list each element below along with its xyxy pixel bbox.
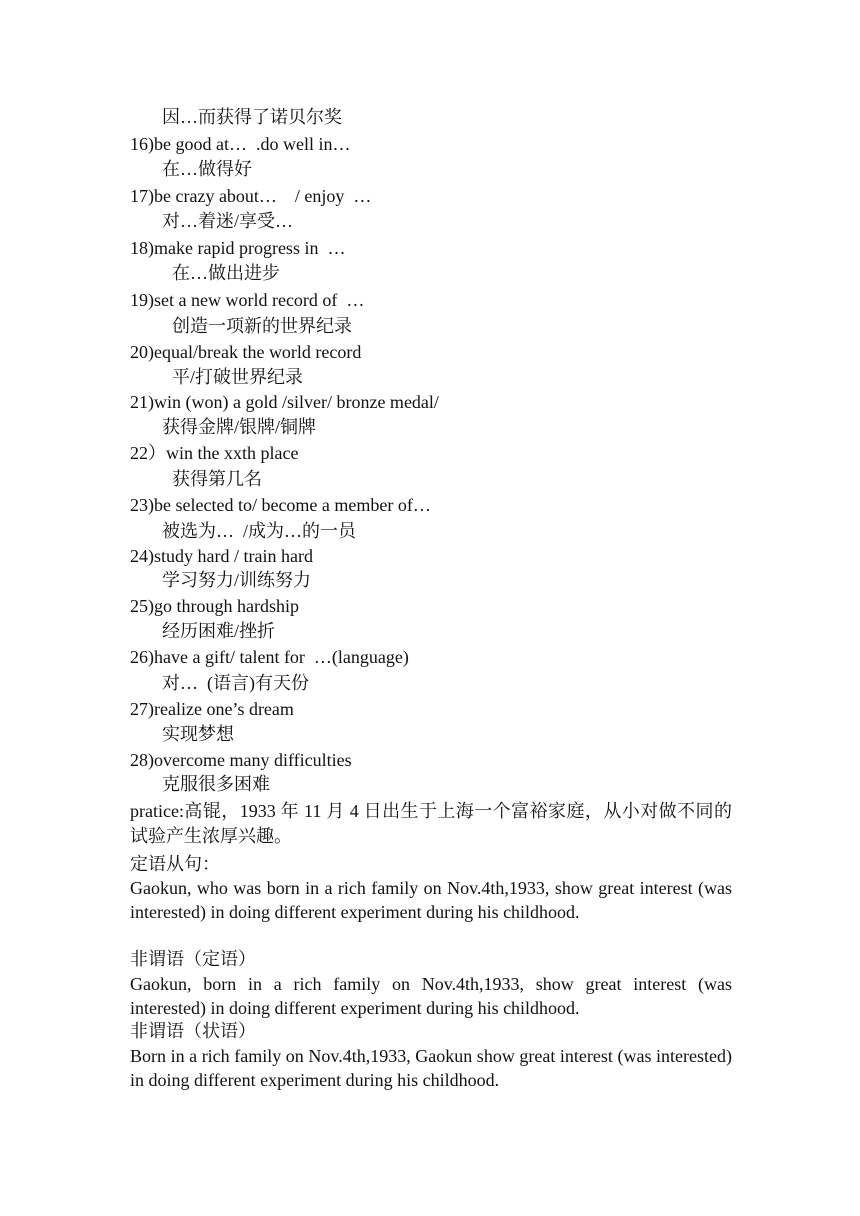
phrase-translation: 在…做得好: [162, 159, 252, 179]
phrase-translation: 创造一项新的世界纪录: [172, 316, 352, 336]
section-heading: 非谓语（定语）: [130, 949, 256, 969]
phrase-translation: 实现梦想: [162, 724, 234, 744]
phrase-english: 28)overcome many difficulties: [130, 750, 352, 770]
phrase-translation: 克服很多困难: [162, 774, 270, 794]
phrase-english: 18)make rapid progress in …: [130, 238, 346, 258]
phrase-translation: 获得金牌/银牌/铜牌: [162, 417, 317, 437]
phrase-translation: 在…做出进步: [172, 263, 280, 283]
phrase-english: 27)realize one’s dream: [130, 699, 294, 719]
phrase-translation: 对… (语言)有天份: [162, 673, 309, 693]
section-heading: 定语从句：: [130, 854, 220, 874]
phrase-translation: 平/打破世界纪录: [172, 367, 304, 387]
phrase-english: 26)have a gift/ talent for …(language): [130, 647, 409, 667]
phrase-translation: 经历困难/挫折: [162, 621, 276, 641]
phrase-english: 25)go through hardship: [130, 596, 299, 616]
phrase-translation: 被选为… /成为…的一员: [162, 521, 357, 541]
example-sentence: Gaokun, born in a rich family on Nov.4th,1933, show great interest (was interested) in doing different experiment during his childhood.: [130, 974, 732, 1018]
phrase-translation: 学习努力/训练努力: [162, 570, 312, 590]
phrase-english: 20)equal/break the world record: [130, 342, 362, 362]
practice-prompt: pratice:高锟，1933 年 11 月 4 日出生于上海一个富裕家庭，从小对做不同的试验产生浓厚兴趣。: [130, 801, 732, 846]
phrase-english: 21)win (won) a gold /silver/ bronze medal/: [130, 392, 439, 412]
phrase-english: 19)set a new world record of …: [130, 290, 365, 310]
phrase-english: 17)be crazy about… / enjoy …: [130, 186, 372, 206]
phrase-english: 22）win the xxth place: [130, 443, 299, 463]
phrase-english: 16)be good at… .do well in…: [130, 134, 351, 154]
phrase-translation: 对…着迷/享受…: [162, 211, 294, 231]
phrase-translation: 因…而获得了诺贝尔奖: [162, 107, 342, 127]
phrase-english: 24)study hard / train hard: [130, 546, 313, 566]
example-sentence: Gaokun, who was born in a rich family on Nov.4th,1933, show great interest (was interested) in doing different experiment during his childhood.: [130, 878, 732, 922]
example-sentence: Born in a rich family on Nov.4th,1933, Gaokun show great interest (was interested) in doing different experiment during his childhood.: [130, 1046, 732, 1090]
phrase-translation: 获得第几名: [172, 469, 262, 489]
phrase-english: 23)be selected to/ become a member of…: [130, 495, 431, 515]
section-heading: 非谓语（状语）: [130, 1021, 256, 1041]
